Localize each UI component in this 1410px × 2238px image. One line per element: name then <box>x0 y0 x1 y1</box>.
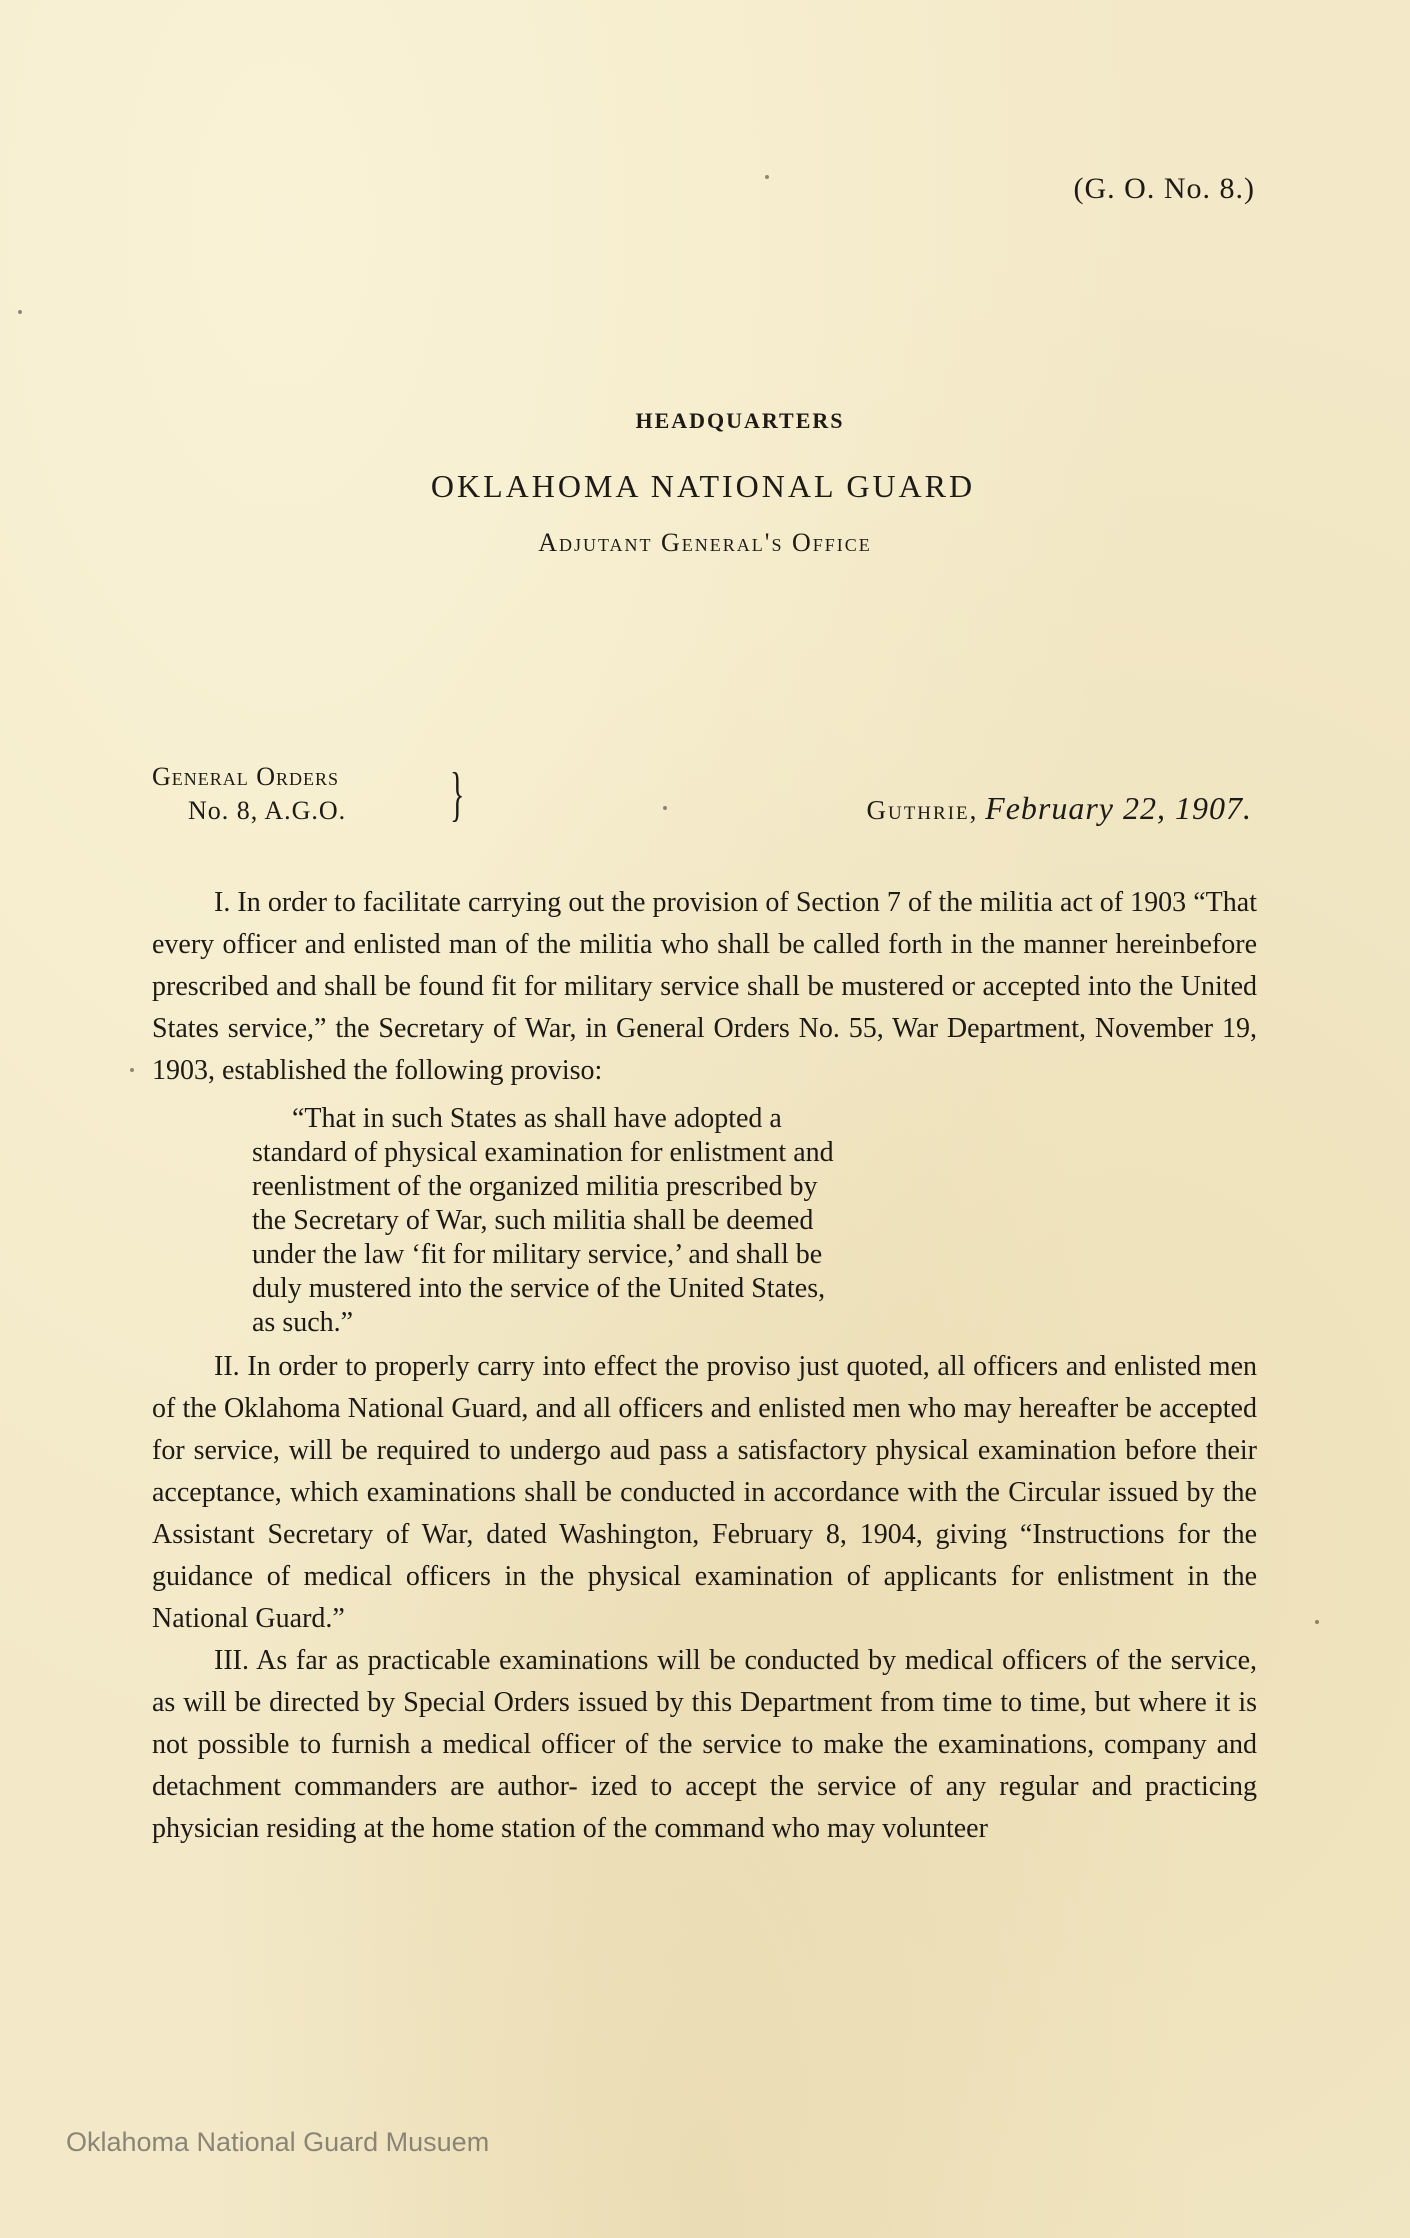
paper-speck <box>1315 1620 1319 1624</box>
dateline-city: Guthrie, <box>866 795 979 825</box>
quote-line: as such.” <box>252 1307 354 1338</box>
general-order-number: (G. O. No. 8.) <box>1073 172 1255 205</box>
quote-line: the Secretary of War, such militia shall be deemed <box>252 1205 814 1236</box>
office-name: Adjutant General's Office <box>538 528 872 557</box>
general-orders-title: General Orders <box>152 762 340 791</box>
paragraph-3: III. As far as practicable examinations will be conducted by medical officers of the service, as will be directed by Special Orders issued by this Department from time to time, but where it is not possible to furnish a medical officer of the service to make the examinations, company and detachment commanders are author- ized to accept the service of any regular and practicing physician residing at the home station of the command who may volunteer <box>152 1645 1257 1844</box>
quote-line: reenlistment of the organized militia prescribed by <box>252 1171 818 1202</box>
paper-speck <box>130 1068 134 1072</box>
paragraph-1: I. In order to facilitate carrying out the provision of Section 7 of the militia act of 1903 “That every officer and enlisted man of the militia who shall be called forth in the manner hereinbefore prescribed and shall be found fit for military service shall be mustered or accepted into the United States service,” the Secretary of War, in General Orders No. 55, War Department, November 19, 1903, established the following proviso: <box>152 887 1257 1086</box>
general-orders-label <box>152 760 346 828</box>
dateline-date: February 22, 1907. <box>985 790 1252 826</box>
quote-line: under the law ‘fit for military service,’ and shall be <box>252 1239 823 1270</box>
quote-line: standard of physical examination for enlistment and <box>252 1137 834 1168</box>
quote-line: “That in such States as shall have adopted a <box>292 1103 782 1134</box>
paragraph-2: II. In order to properly carry into effect the proviso just quoted, all officers and enlisted men of the Oklahoma National Guard, and all officers and enlisted men who may hereafter be accepted for service, will be required to undergo aud pass a satisfactory physical examination before their acceptance, which examinations shall be conducted in accordance with the Circular issued by the Assistant Secretary of War, dated Washington, February 8, 1904, giving “Instructions for the guidance of medical officers in the physical examination of applicants for enlistment in the National Guard.” <box>152 1351 1257 1634</box>
quote-line: duly mustered into the service of the United States, <box>252 1273 826 1304</box>
headquarters-heading: HEADQUARTERS <box>635 408 845 433</box>
paper-speck <box>18 310 22 314</box>
quoted-proviso <box>252 1102 1162 1340</box>
paper-speck <box>663 806 667 810</box>
brace-symbol: } <box>450 761 465 827</box>
order-body <box>152 882 1257 1850</box>
paper-speck <box>765 175 769 179</box>
museum-watermark: Oklahoma National Guard Musuem <box>66 2127 490 2157</box>
general-orders-number: No. 8, A.G.O. <box>188 796 347 825</box>
organization-name: OKLAHOMA NATIONAL GUARD <box>430 468 976 504</box>
dateline <box>866 790 1252 827</box>
